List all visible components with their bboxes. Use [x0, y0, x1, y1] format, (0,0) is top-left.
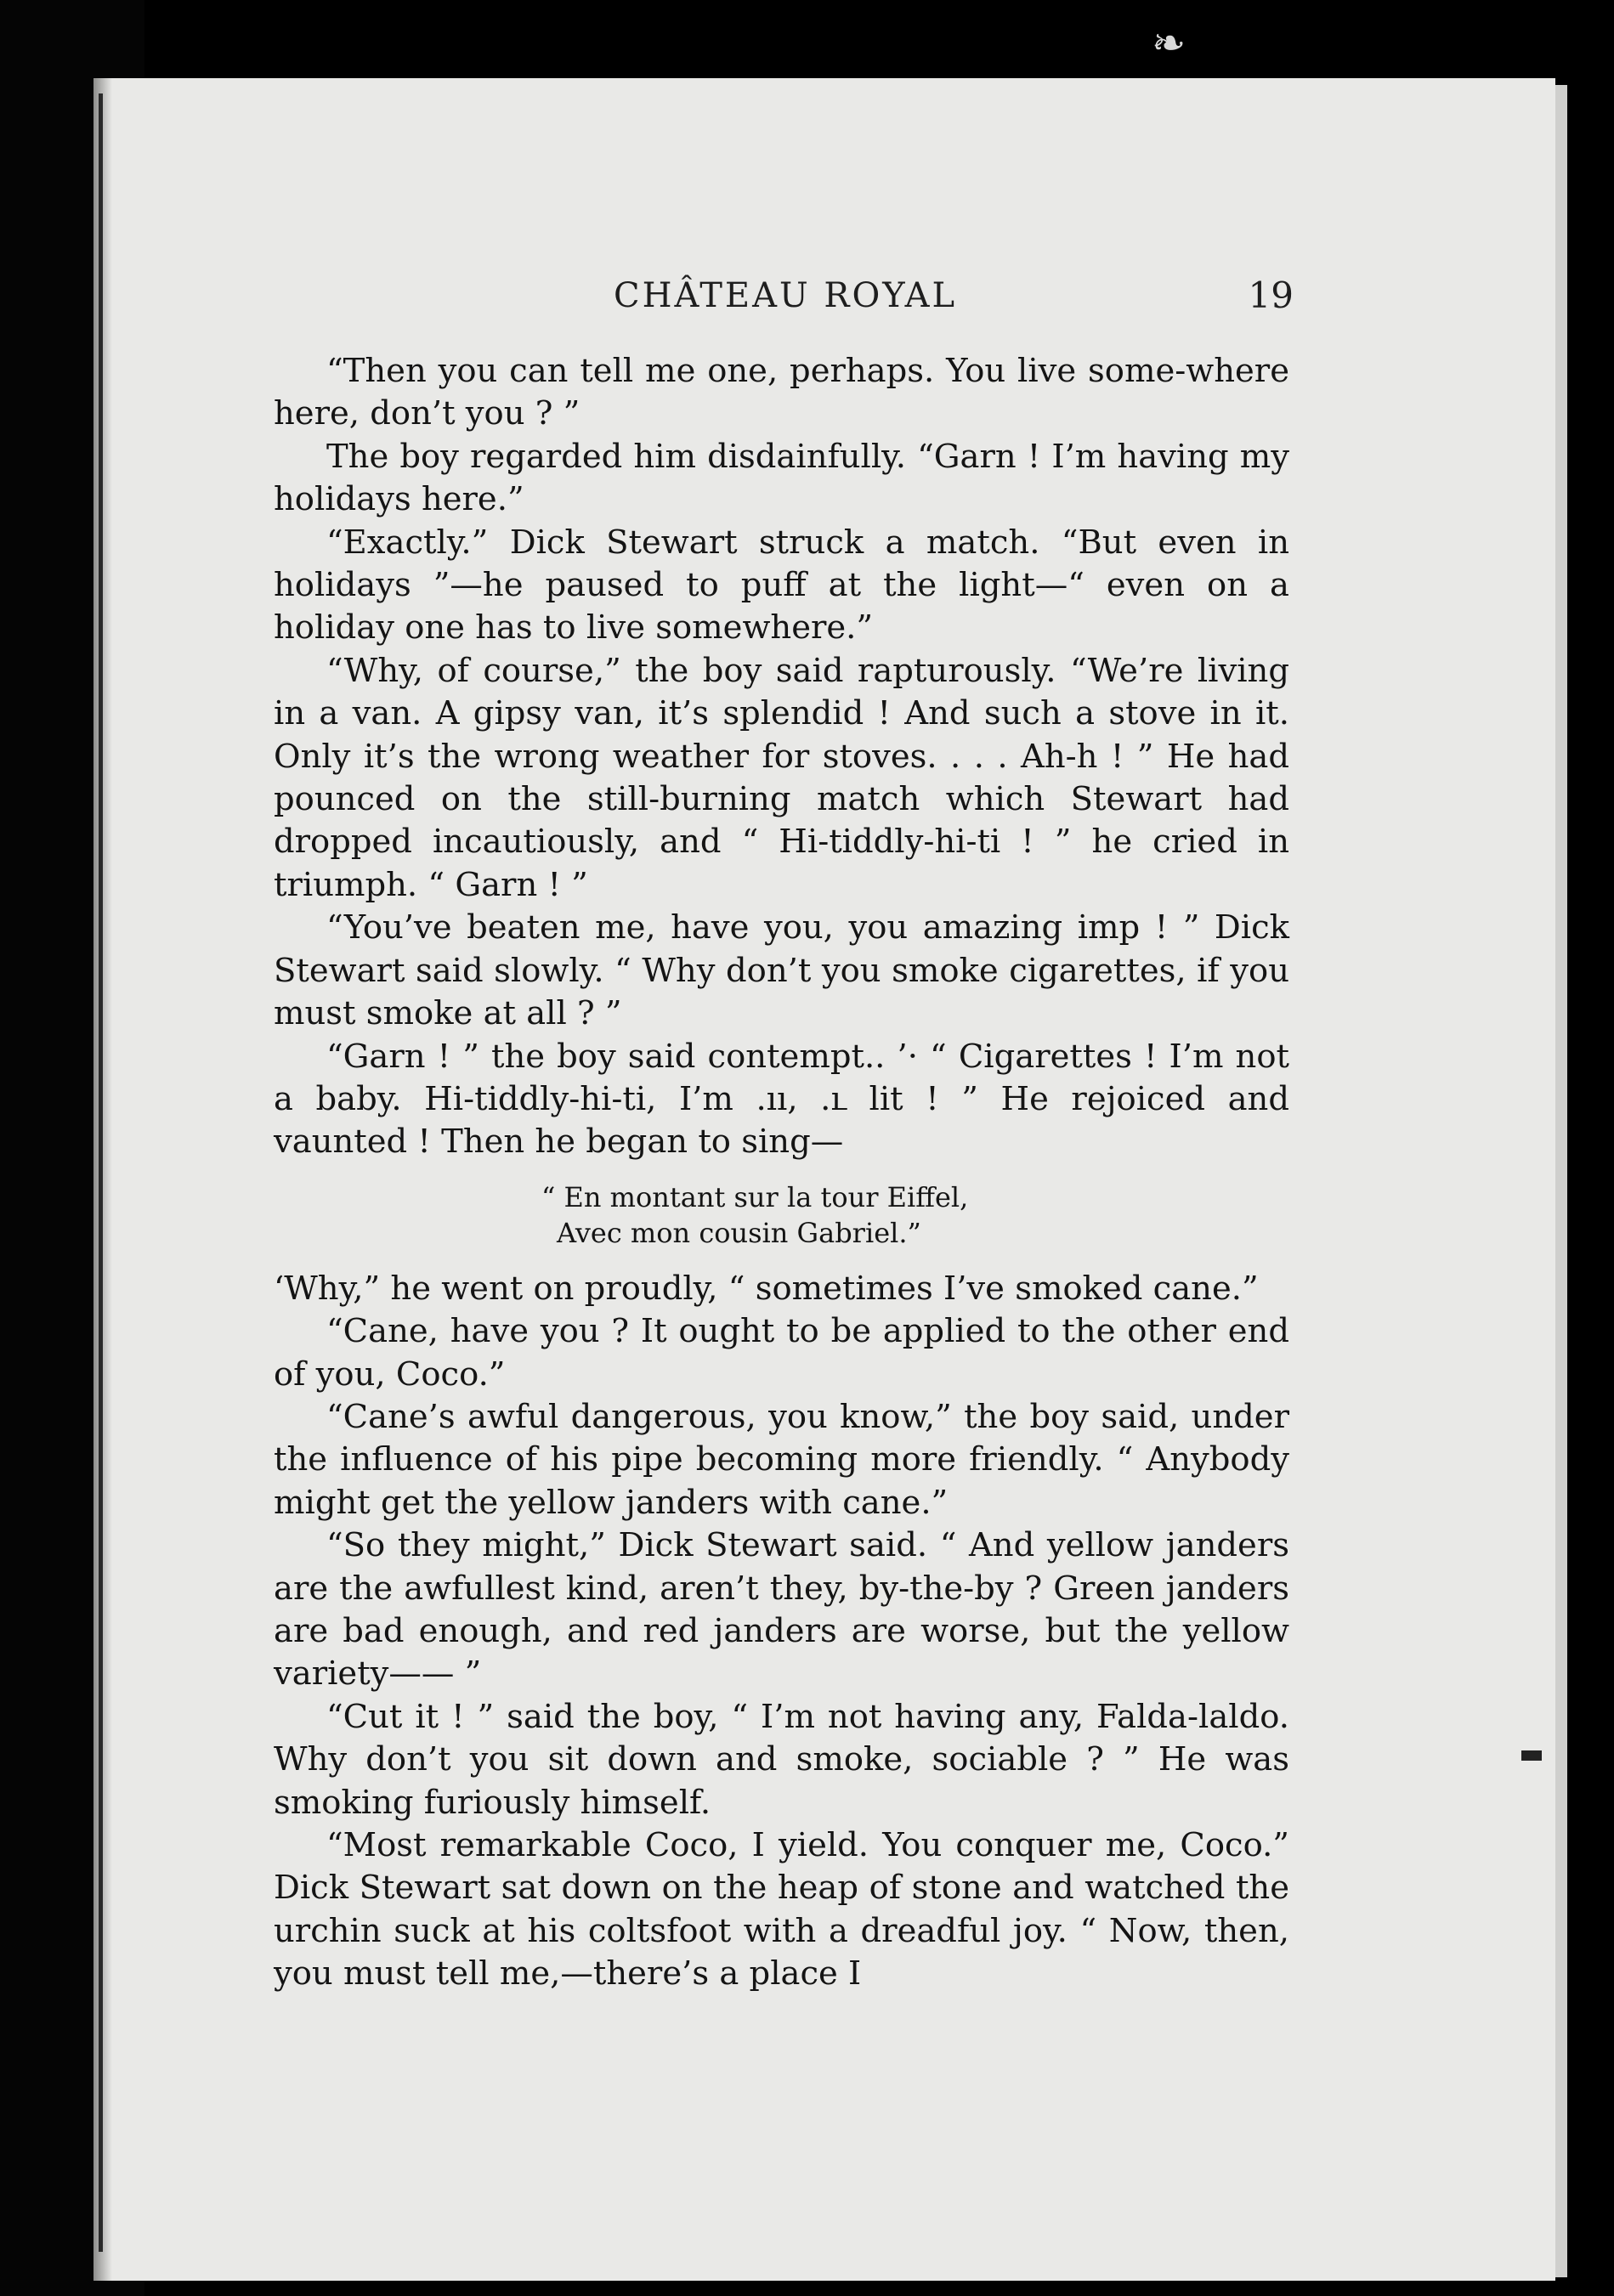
- page-edge: [1555, 85, 1567, 2277]
- paragraph: “Garn ! ” the boy said contempt.. ’· “ Cigarettes ! I’m not a baby. Hi-tiddly-hi-ti, I’m .ıı, .ւ lit ! ” He rejoiced and vaunted ! Then he began to sing—: [274, 1037, 1289, 1162]
- paragraph: “Then you can tell me one, perhaps. You live some-where here, don’t you ? ”: [274, 352, 1289, 433]
- paragraph: “So they might,” Dick Stewart said. “ And yellow janders are the awfullest kind, aren’t they, by-the-by ? Green janders are bad enough, and red janders are worse, but the yellow variety—— ”: [274, 1526, 1289, 1694]
- paragraph: “Exactly.” Dick Stewart struck a match. “But even in holidays ”—he paused to puff at the light—“ even on a holiday one has to live somewhere.”: [274, 523, 1289, 648]
- running-head: CHÂTEAU ROYAL: [614, 276, 958, 315]
- paragraph: “Cane, have you ? It ought to be applied to the other end of you, Coco.”: [274, 1312, 1289, 1394]
- verse-line: “ En montant sur la tour Eiffel,: [541, 1180, 969, 1213]
- paragraph: “Most remarkable Coco, I yield. You conquer me, Coco.” Dick Stewart sat down on the heap of stone and watched the urchin suck at his coltsfoot with a dreadful joy. “ Now, then, you must tell me,—there’s a place I: [274, 1826, 1289, 1993]
- page-number: 19: [1248, 274, 1294, 316]
- song-verse: [274, 1179, 1289, 1251]
- paragraph: “You’ve beaten me, have you, you amazing imp ! ” Dick Stewart said slowly. “ Why don’t you smoke cigarettes, if you must smoke at all ? ”: [274, 908, 1289, 1033]
- page-header: [274, 270, 1294, 321]
- scan-speck: ❧: [1152, 20, 1186, 67]
- body-text: [274, 350, 1289, 1996]
- margin-mark: [1521, 1750, 1542, 1761]
- binding-line: [99, 93, 103, 2252]
- paragraph: “Cut it ! ” said the boy, “ I’m not having any, Falda-laldo. Why don’t you sit down and smoke, sociable ? ” He was smoking furiously himself.: [274, 1697, 1289, 1822]
- paragraph: “Cane’s awful dangerous, you know,” the boy said, under the influence of his pipe becoming more friendly. “ Anybody might get the yellow janders with cane.”: [274, 1397, 1289, 1522]
- paragraph: The boy regarded him disdainfully. “Garn ! I’m having my holidays here.”: [274, 437, 1289, 519]
- binding-shadow: [93, 78, 112, 2281]
- paragraph: “Why, of course,” the boy said rapturously. “We’re living in a van. A gipsy van, it’s splendid ! And such a stove in it. Only it’s the wrong weather for stoves. . . . Ah-h ! ” He had pounced on the still-burning match which Stewart had dropped incautiously, and “ Hi-tiddly-hi-ti ! ” he cried in triumph. “ Garn ! ”: [274, 651, 1289, 904]
- verse-line: Avec mon cousin Gabriel.”: [557, 1216, 921, 1249]
- paragraph: ‘Why,” he went on proudly, “ sometimes I’ve smoked cane.”: [274, 1269, 1259, 1308]
